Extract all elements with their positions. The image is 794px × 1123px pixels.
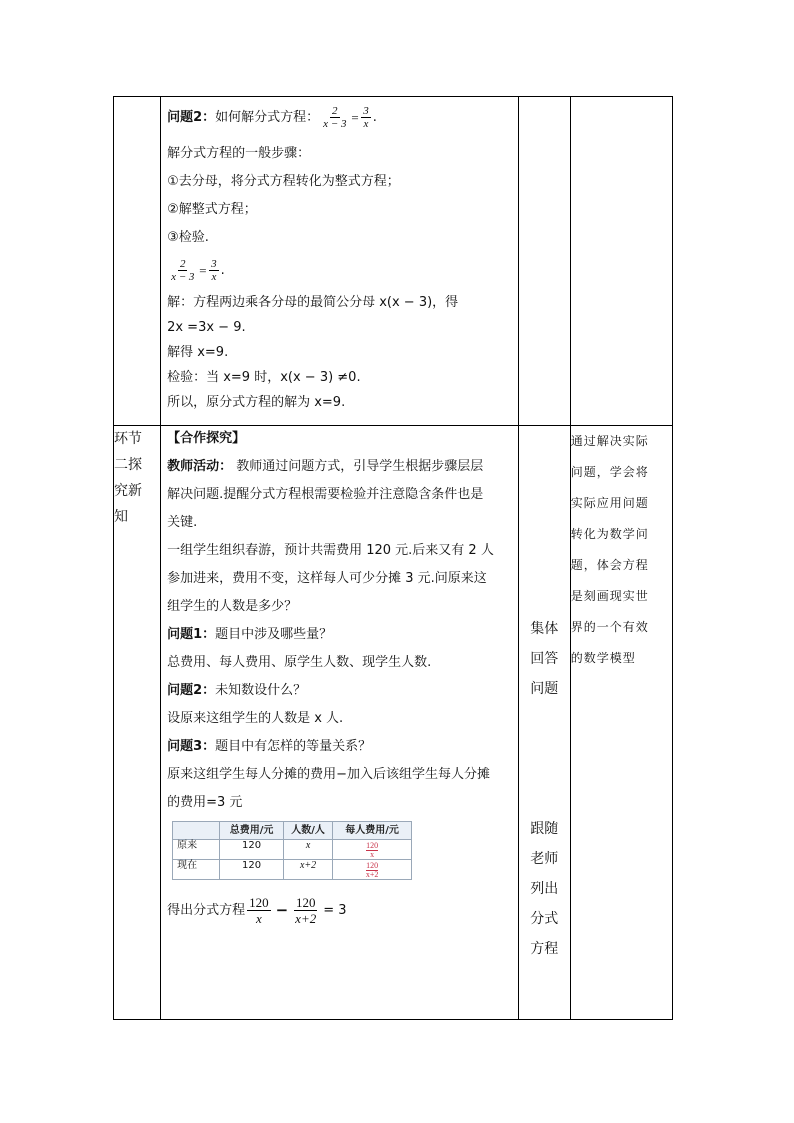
section-label-line: 知 xyxy=(114,509,128,525)
denominator: x xyxy=(211,270,217,283)
fraction xyxy=(247,895,271,926)
intent-cell-empty xyxy=(570,97,672,426)
teacher-label: 教师活动： xyxy=(167,459,233,474)
fraction xyxy=(361,105,371,130)
step-3: ③检验. xyxy=(167,230,209,245)
lesson-plan-table xyxy=(113,96,673,1020)
design-intent-line: 通过解决实际 xyxy=(570,434,649,448)
question-2-line xyxy=(167,678,512,703)
question-text: 未知数设什么？ xyxy=(215,683,307,698)
steps-title: 解分式方程的一般步骤： xyxy=(167,146,311,161)
question-label: 问题2： xyxy=(167,683,216,698)
fraction xyxy=(169,258,196,283)
numerator: 2 xyxy=(332,104,338,117)
period: . xyxy=(372,109,377,125)
question-text: 题目中有怎样的等量关系？ xyxy=(215,739,372,754)
question-2-line xyxy=(167,97,512,137)
step-2: ②解整式方程； xyxy=(167,202,257,217)
student-activity-line: 回答 xyxy=(530,651,559,667)
table-row xyxy=(114,426,673,1020)
problem-line: 参加进来，费用不变，这样每人可少分摊 3 元.问原来这 xyxy=(167,571,487,586)
question-text: 如何解分式方程： xyxy=(215,109,320,125)
question-3-line xyxy=(167,734,512,759)
solution-line-5: 所以，原分式方程的解为 x=9. xyxy=(167,395,346,410)
table-row xyxy=(114,97,673,426)
denominator: x − 3 xyxy=(171,270,195,283)
numerator: 3 xyxy=(211,257,217,270)
denominator: x xyxy=(363,117,369,130)
table-row xyxy=(173,860,412,880)
student-activity-line: 集体 xyxy=(530,621,559,637)
denominator: x xyxy=(370,850,375,859)
numerator: 120 xyxy=(366,841,379,850)
denominator: x+2 xyxy=(365,870,379,879)
teacher-text-line: 关键. xyxy=(167,515,198,530)
answer-2: 设原来这组学生的人数是 x 人. xyxy=(167,711,344,726)
problem-line: 组学生的人数是多少？ xyxy=(167,599,298,614)
total-cost-cell: 120 xyxy=(220,860,284,880)
table-row xyxy=(173,840,412,860)
minus-sign: − xyxy=(275,900,289,919)
solution-line-3: 解得 x=9. xyxy=(167,345,229,360)
fraction xyxy=(366,862,379,879)
table-header-row xyxy=(173,822,412,840)
content-cell xyxy=(161,426,519,1020)
column-header: 人数/人 xyxy=(284,822,333,840)
solution-line-4: 检验：当 x=9 时，x(x − 3) ≠0. xyxy=(167,370,361,385)
teacher-text-line: 解决问题.提醒分式方程根需要检验并注意隐含条件也是 xyxy=(167,487,484,502)
step-1: ①去分母，将分式方程转化为整式方程； xyxy=(167,174,400,189)
problem-line: 一组学生组织春游，预计共需费用 120 元.后来又有 2 人 xyxy=(167,543,494,558)
answer-1: 总费用、每人费用、原学生人数、现学生人数. xyxy=(167,655,432,670)
design-intent-line: 界的一个有效 xyxy=(570,620,649,634)
column-header: 每人费用/元 xyxy=(333,822,412,840)
denominator: x − 3 xyxy=(323,117,347,130)
design-intent-line: 的数学模型 xyxy=(570,651,636,665)
teacher-text: 教师通过问题方式，引导学生根据步骤层层 xyxy=(232,459,484,474)
column-header: 总费用/元 xyxy=(220,822,284,840)
column-header xyxy=(173,822,220,840)
section-heading: 【合作探究】 xyxy=(167,431,246,446)
denominator: x+2 xyxy=(295,910,317,926)
student-activity-line: 方程 xyxy=(530,941,559,957)
question-label: 问题2： xyxy=(167,109,216,125)
row-label: 原来 xyxy=(173,840,220,860)
student-activity-line: 老师 xyxy=(530,851,559,867)
per-person-cell xyxy=(333,860,412,880)
equation-rhs: = 3 xyxy=(323,902,347,918)
design-intent-line: 题，体会方程 xyxy=(570,558,649,572)
design-intent-cell xyxy=(570,426,672,1020)
question-text: 题目中涉及哪些量？ xyxy=(215,627,333,642)
final-equation-line xyxy=(167,888,512,932)
solution-line-1: 解：方程两边乘各分母的最简公分母 x(x − 3)，得 xyxy=(167,295,459,310)
equals-sign: = xyxy=(350,109,360,125)
per-person-cell xyxy=(333,840,412,860)
question-1-line xyxy=(167,622,512,647)
quantity-table xyxy=(172,821,412,880)
teacher-activity-line xyxy=(167,454,512,479)
student-activity-line: 列出 xyxy=(530,881,559,897)
section-cell xyxy=(114,426,161,1020)
question-label: 问题3： xyxy=(167,739,216,754)
fraction xyxy=(209,258,219,283)
section-label-line: 二探 xyxy=(114,457,142,473)
people-cell: x+2 xyxy=(284,860,333,880)
question-label: 问题1： xyxy=(167,627,216,642)
numerator: 120 xyxy=(249,894,269,910)
equals-sign: = xyxy=(198,262,208,278)
numerator: 120 xyxy=(295,894,316,910)
row-label: 现在 xyxy=(173,860,220,880)
numerator: 2 xyxy=(179,257,186,270)
fraction xyxy=(366,842,378,859)
answer-cell-empty xyxy=(518,97,570,426)
section-label-line: 环节 xyxy=(114,431,142,447)
answer-3-line: 原来这组学生每人分摊的费用−加入后该组学生每人分摊 xyxy=(167,767,490,782)
student-activity-cell xyxy=(518,426,570,1020)
denominator: x xyxy=(255,910,262,926)
period: . xyxy=(220,262,225,278)
section-label-line: 究新 xyxy=(114,483,142,499)
design-intent-line: 转化为数学问 xyxy=(570,527,649,541)
derive-text: 得出分式方程 xyxy=(167,902,246,918)
total-cost-cell: 120 xyxy=(220,840,284,860)
content-cell xyxy=(161,97,519,426)
fraction xyxy=(321,105,348,130)
design-intent-line: 是刻画现实世 xyxy=(570,589,649,603)
fraction xyxy=(293,895,318,926)
answer-3-line: 的费用=3 元 xyxy=(167,795,243,810)
section-cell-empty xyxy=(114,97,161,426)
numerator: 120 xyxy=(366,861,379,870)
design-intent-line: 问题，学会将 xyxy=(570,465,649,479)
numerator: 3 xyxy=(363,104,369,117)
student-activity-line: 问题 xyxy=(530,681,559,697)
student-activity-line: 分式 xyxy=(530,911,559,927)
solution-line-2: 2x =3x − 9. xyxy=(167,320,246,335)
people-cell: x xyxy=(284,840,333,860)
design-intent-line: 实际应用问题 xyxy=(570,496,649,510)
student-activity-line: 跟随 xyxy=(530,821,559,837)
equation-line xyxy=(167,250,512,290)
